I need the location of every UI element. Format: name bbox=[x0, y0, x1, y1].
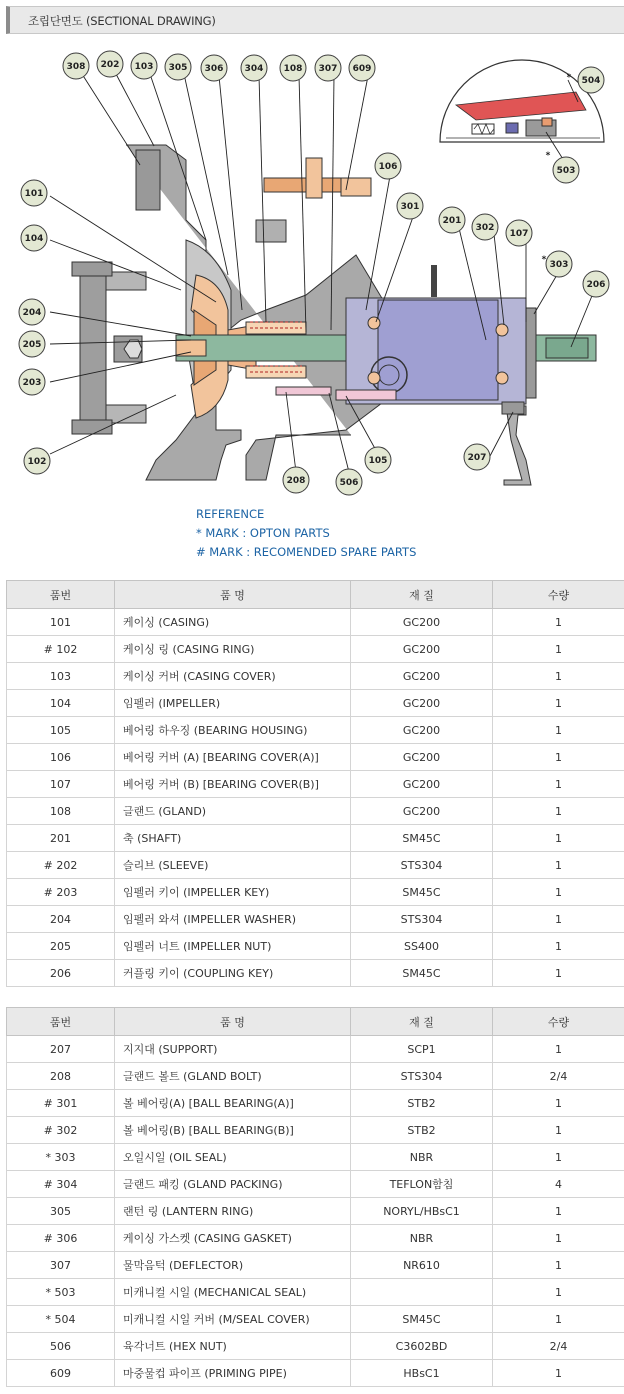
part-name-cell: 글랜드 (GLAND) bbox=[115, 798, 351, 825]
quantity-cell: 2/4 bbox=[493, 1333, 624, 1360]
quantity-cell: 1 bbox=[493, 852, 624, 879]
part-name-cell: 랜턴 링 (LANTERN RING) bbox=[115, 1198, 351, 1225]
svg-text:207: 207 bbox=[467, 453, 487, 463]
svg-text:506: 506 bbox=[339, 478, 359, 488]
table-row bbox=[7, 771, 624, 798]
material-cell: GC200 bbox=[351, 636, 493, 663]
part-no-cell: # 306 bbox=[7, 1225, 115, 1252]
callout-308 bbox=[63, 53, 89, 79]
quantity-cell: 1 bbox=[493, 906, 624, 933]
reference-star-mark: * MARK : OPTON PARTS bbox=[196, 526, 330, 540]
part-name-cell: 육각너트 (HEX NUT) bbox=[115, 1333, 351, 1360]
part-name-cell: 미캐니컬 시일 (MECHANICAL SEAL) bbox=[115, 1279, 351, 1306]
material-cell: STS304 bbox=[351, 1063, 493, 1090]
callout-103 bbox=[131, 53, 157, 79]
svg-text:504: 504 bbox=[581, 76, 601, 86]
table-row bbox=[7, 960, 624, 987]
material-cell: C3602BD bbox=[351, 1333, 493, 1360]
material-cell bbox=[351, 1279, 493, 1306]
svg-text:*: * bbox=[545, 151, 551, 161]
part-no-cell: 206 bbox=[7, 960, 115, 987]
svg-text:204: 204 bbox=[22, 308, 42, 318]
part-no-cell: # 302 bbox=[7, 1117, 115, 1144]
quantity-cell: 1 bbox=[493, 933, 624, 960]
part-name-cell: 케이싱 가스켓 (CASING GASKET) bbox=[115, 1225, 351, 1252]
part-name-cell: 볼 베어링(A) [BALL BEARING(A)] bbox=[115, 1090, 351, 1117]
part-name-cell: 볼 베어링(B) [BALL BEARING(B)] bbox=[115, 1117, 351, 1144]
part-no-cell: 609 bbox=[7, 1360, 115, 1387]
table-row bbox=[7, 1063, 624, 1090]
callout-101 bbox=[21, 180, 47, 206]
svg-text:305: 305 bbox=[168, 63, 188, 73]
callout-305 bbox=[165, 54, 191, 80]
quantity-cell: 1 bbox=[493, 1252, 624, 1279]
callout-203 bbox=[19, 369, 45, 395]
table-row bbox=[7, 744, 624, 771]
svg-text:101: 101 bbox=[24, 189, 44, 199]
quantity-cell: 1 bbox=[493, 636, 624, 663]
part-no-cell: # 304 bbox=[7, 1171, 115, 1198]
svg-text:*: * bbox=[566, 73, 572, 83]
material-cell: NBR bbox=[351, 1225, 493, 1252]
table-row bbox=[7, 1090, 624, 1117]
svg-text:304: 304 bbox=[244, 64, 264, 74]
material-cell: STS304 bbox=[351, 906, 493, 933]
callout-102 bbox=[24, 448, 50, 474]
header-part-no: 품번 bbox=[7, 1008, 115, 1036]
svg-text:205: 205 bbox=[22, 340, 42, 350]
quantity-cell: 1 bbox=[493, 1360, 624, 1387]
quantity-cell: 1 bbox=[493, 609, 624, 636]
material-cell: GC200 bbox=[351, 798, 493, 825]
quantity-cell: 1 bbox=[493, 1117, 624, 1144]
casing-cover-flange bbox=[72, 262, 146, 434]
quantity-cell: 1 bbox=[493, 690, 624, 717]
table-row bbox=[7, 1279, 624, 1306]
part-no-cell: # 102 bbox=[7, 636, 115, 663]
part-name-cell: 미캐니컬 시일 커버 (M/SEAL COVER) bbox=[115, 1306, 351, 1333]
part-name-cell: 임펠러 너트 (IMPELLER NUT) bbox=[115, 933, 351, 960]
material-cell: NR610 bbox=[351, 1252, 493, 1279]
header-material: 재 질 bbox=[351, 1008, 493, 1036]
material-cell: TEFLON함침 bbox=[351, 1171, 493, 1198]
part-name-cell: 지지대 (SUPPORT) bbox=[115, 1036, 351, 1063]
part-no-cell: 207 bbox=[7, 1036, 115, 1063]
material-cell: GC200 bbox=[351, 690, 493, 717]
svg-text:108: 108 bbox=[283, 64, 303, 74]
table-row bbox=[7, 1198, 624, 1225]
part-no-cell: 506 bbox=[7, 1333, 115, 1360]
part-name-cell: 물막음턱 (DEFLECTOR) bbox=[115, 1252, 351, 1279]
header-material: 재 질 bbox=[351, 581, 493, 609]
part-no-cell: 305 bbox=[7, 1198, 115, 1225]
quantity-cell: 1 bbox=[493, 744, 624, 771]
table-row bbox=[7, 663, 624, 690]
svg-text:306: 306 bbox=[204, 64, 224, 74]
callout-609 bbox=[349, 55, 375, 81]
quantity-cell: 1 bbox=[493, 960, 624, 987]
part-name-cell: 케이싱 커버 (CASING COVER) bbox=[115, 663, 351, 690]
part-no-cell: 201 bbox=[7, 825, 115, 852]
sectional-drawing bbox=[6, 40, 624, 500]
material-cell: HBsC1 bbox=[351, 1360, 493, 1387]
table-row bbox=[7, 1144, 624, 1171]
table-row bbox=[7, 852, 624, 879]
callout-207 bbox=[464, 444, 490, 470]
table-row bbox=[7, 717, 624, 744]
header-part-name: 품 명 bbox=[115, 581, 351, 609]
support-bracket bbox=[502, 402, 531, 485]
table-row bbox=[7, 1333, 624, 1360]
mechanical-seal-inset bbox=[440, 60, 604, 142]
part-no-cell: 103 bbox=[7, 663, 115, 690]
parts-table-1 bbox=[6, 580, 624, 987]
quantity-cell: 1 bbox=[493, 717, 624, 744]
callout-307 bbox=[315, 55, 341, 81]
material-cell: STS304 bbox=[351, 852, 493, 879]
material-cell: GC200 bbox=[351, 717, 493, 744]
svg-text:307: 307 bbox=[318, 64, 338, 74]
table-row bbox=[7, 690, 624, 717]
part-name-cell: 임펠러 와셔 (IMPELLER WASHER) bbox=[115, 906, 351, 933]
quantity-cell: 1 bbox=[493, 1306, 624, 1333]
callout-205 bbox=[19, 331, 45, 357]
callout-108 bbox=[280, 55, 306, 81]
quantity-cell: 2/4 bbox=[493, 1063, 624, 1090]
callout-304 bbox=[241, 55, 267, 81]
callout-503 bbox=[546, 151, 579, 183]
table-row bbox=[7, 1360, 624, 1387]
part-name-cell: 슬리브 (SLEEVE) bbox=[115, 852, 351, 879]
part-name-cell: 오일시일 (OIL SEAL) bbox=[115, 1144, 351, 1171]
part-name-cell: 축 (SHAFT) bbox=[115, 825, 351, 852]
part-name-cell: 베어링 하우징 (BEARING HOUSING) bbox=[115, 717, 351, 744]
part-name-cell: 임펠러 키이 (IMPELLER KEY) bbox=[115, 879, 351, 906]
material-cell: SM45C bbox=[351, 1306, 493, 1333]
material-cell: SM45C bbox=[351, 825, 493, 852]
part-name-cell: 마중물컵 파이프 (PRIMING PIPE) bbox=[115, 1360, 351, 1387]
table-row bbox=[7, 1225, 624, 1252]
quantity-cell: 1 bbox=[493, 1198, 624, 1225]
reference-hash-mark: # MARK : RECOMENDED SPARE PARTS bbox=[196, 545, 417, 559]
table-row bbox=[7, 879, 624, 906]
part-name-cell: 글랜드 패킹 (GLAND PACKING) bbox=[115, 1171, 351, 1198]
svg-text:106: 106 bbox=[378, 162, 398, 172]
parts-table-2 bbox=[6, 1007, 624, 1387]
material-cell: STB2 bbox=[351, 1117, 493, 1144]
callout-202 bbox=[97, 51, 123, 77]
svg-text:206: 206 bbox=[586, 280, 606, 290]
table-header-row bbox=[7, 581, 624, 609]
material-cell: GC200 bbox=[351, 744, 493, 771]
callout-302 bbox=[472, 214, 498, 240]
part-name-cell: 글랜드 볼트 (GLAND BOLT) bbox=[115, 1063, 351, 1090]
callout-204 bbox=[19, 299, 45, 325]
table-row bbox=[7, 609, 624, 636]
table-row bbox=[7, 798, 624, 825]
reference-title: REFERENCE bbox=[196, 507, 265, 521]
svg-text:103: 103 bbox=[134, 62, 154, 72]
part-no-cell: # 203 bbox=[7, 879, 115, 906]
part-no-cell: 105 bbox=[7, 717, 115, 744]
part-name-cell: 베어링 커버 (B) [BEARING COVER(B)] bbox=[115, 771, 351, 798]
table-row bbox=[7, 825, 624, 852]
section-title-bar bbox=[6, 6, 624, 34]
part-no-cell: 205 bbox=[7, 933, 115, 960]
quantity-cell: 1 bbox=[493, 1279, 624, 1306]
quantity-cell: 1 bbox=[493, 825, 624, 852]
svg-text:102: 102 bbox=[27, 457, 47, 467]
table-row bbox=[7, 1306, 624, 1333]
svg-text:203: 203 bbox=[22, 378, 42, 388]
part-name-cell: 커플링 키이 (COUPLING KEY) bbox=[115, 960, 351, 987]
svg-text:107: 107 bbox=[509, 229, 529, 239]
material-cell: SS400 bbox=[351, 933, 493, 960]
quantity-cell: 1 bbox=[493, 663, 624, 690]
quantity-cell: 1 bbox=[493, 879, 624, 906]
part-no-cell: 106 bbox=[7, 744, 115, 771]
part-no-cell: 208 bbox=[7, 1063, 115, 1090]
svg-text:609: 609 bbox=[352, 64, 372, 74]
part-no-cell: # 202 bbox=[7, 852, 115, 879]
part-no-cell: 204 bbox=[7, 906, 115, 933]
section-title: 조립단면도 (SECTIONAL DRAWING) bbox=[28, 14, 216, 28]
part-name-cell: 케이싱 (CASING) bbox=[115, 609, 351, 636]
part-no-cell: 108 bbox=[7, 798, 115, 825]
material-cell: STB2 bbox=[351, 1090, 493, 1117]
callout-201 bbox=[439, 207, 465, 233]
svg-text:302: 302 bbox=[475, 223, 495, 233]
callout-206 bbox=[583, 271, 609, 297]
material-cell: NBR bbox=[351, 1144, 493, 1171]
header-part-name: 품 명 bbox=[115, 1008, 351, 1036]
callout-107 bbox=[506, 220, 532, 246]
callout-303 bbox=[542, 251, 572, 277]
header-quantity: 수량 bbox=[493, 581, 624, 609]
part-no-cell: 104 bbox=[7, 690, 115, 717]
callout-506 bbox=[336, 469, 362, 495]
part-name-cell: 베어링 커버 (A) [BEARING COVER(A)] bbox=[115, 744, 351, 771]
svg-text:308: 308 bbox=[66, 62, 86, 72]
svg-text:201: 201 bbox=[442, 216, 462, 226]
material-cell: SCP1 bbox=[351, 1036, 493, 1063]
table-row bbox=[7, 1117, 624, 1144]
callout-301 bbox=[397, 193, 423, 219]
material-cell: SM45C bbox=[351, 879, 493, 906]
part-name-cell: 케이싱 링 (CASING RING) bbox=[115, 636, 351, 663]
table-row bbox=[7, 906, 624, 933]
material-cell: GC200 bbox=[351, 609, 493, 636]
gland-bolt bbox=[276, 387, 331, 395]
callout-208 bbox=[283, 467, 309, 493]
quantity-cell: 1 bbox=[493, 771, 624, 798]
svg-text:104: 104 bbox=[24, 234, 44, 244]
quantity-cell: 1 bbox=[493, 798, 624, 825]
svg-text:503: 503 bbox=[556, 166, 576, 176]
table-row bbox=[7, 1171, 624, 1198]
table-row bbox=[7, 933, 624, 960]
reference-notes bbox=[196, 505, 416, 562]
part-no-cell: 107 bbox=[7, 771, 115, 798]
part-name-cell: 임펠러 (IMPELLER) bbox=[115, 690, 351, 717]
svg-text:202: 202 bbox=[100, 60, 120, 70]
quantity-cell: 1 bbox=[493, 1036, 624, 1063]
header-part-no: 품번 bbox=[7, 581, 115, 609]
material-cell: GC200 bbox=[351, 771, 493, 798]
material-cell: GC200 bbox=[351, 663, 493, 690]
svg-text:*: * bbox=[541, 255, 547, 265]
table-row bbox=[7, 1252, 624, 1279]
callout-106 bbox=[375, 153, 401, 179]
quantity-cell: 4 bbox=[493, 1171, 624, 1198]
material-cell: NORYL/HBsC1 bbox=[351, 1198, 493, 1225]
callout-104 bbox=[21, 225, 47, 251]
table-row bbox=[7, 636, 624, 663]
svg-text:303: 303 bbox=[549, 260, 569, 270]
part-no-cell: 307 bbox=[7, 1252, 115, 1279]
svg-text:301: 301 bbox=[400, 202, 420, 212]
part-no-cell: * 303 bbox=[7, 1144, 115, 1171]
quantity-cell: 1 bbox=[493, 1144, 624, 1171]
header-quantity: 수량 bbox=[493, 1008, 624, 1036]
svg-text:105: 105 bbox=[368, 456, 388, 466]
svg-text:208: 208 bbox=[286, 476, 306, 486]
callout-306 bbox=[201, 55, 227, 81]
part-no-cell: * 503 bbox=[7, 1279, 115, 1306]
callout-105 bbox=[365, 447, 391, 473]
material-cell: SM45C bbox=[351, 960, 493, 987]
quantity-cell: 1 bbox=[493, 1225, 624, 1252]
part-no-cell: 101 bbox=[7, 609, 115, 636]
quantity-cell: 1 bbox=[493, 1090, 624, 1117]
part-no-cell: * 504 bbox=[7, 1306, 115, 1333]
table-header-row bbox=[7, 1008, 624, 1036]
table-row bbox=[7, 1036, 624, 1063]
part-no-cell: # 301 bbox=[7, 1090, 115, 1117]
priming-pipe bbox=[256, 158, 371, 242]
